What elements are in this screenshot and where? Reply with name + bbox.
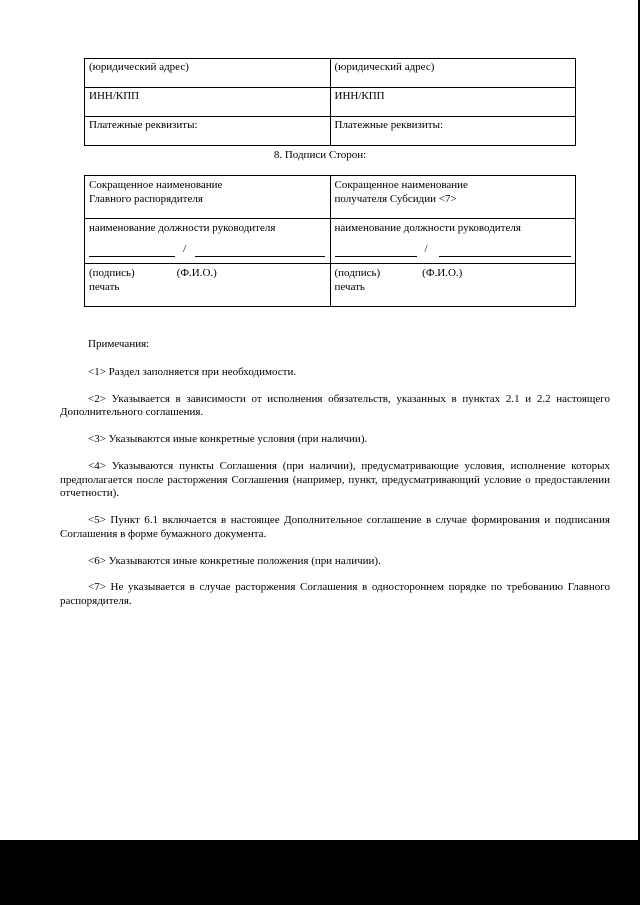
table-row xyxy=(85,219,576,264)
right-short-name-line1: Сокращенное наименование xyxy=(334,179,468,191)
note-6: <6> Указываются иные конкретные положения (при наличии). xyxy=(88,554,381,567)
left-short-name-cell xyxy=(85,176,331,219)
table-row xyxy=(85,264,576,307)
left-payment-details: Платежные реквизиты: xyxy=(85,117,331,146)
left-short-name-line2: Главного распорядителя xyxy=(89,192,203,205)
requisites-table xyxy=(84,58,576,146)
left-fio-line xyxy=(195,256,325,257)
right-fio-line xyxy=(439,256,571,257)
right-payment-details: Платежные реквизиты: xyxy=(330,117,576,146)
left-position-label: наименование должности руководителя xyxy=(89,222,276,234)
right-sign-cell xyxy=(330,264,576,307)
scan-bottom-bar xyxy=(0,840,640,905)
right-slash: / xyxy=(424,243,428,256)
note-2: <2> Указывается в зависимости от исполнения обязательств, указанных в пунктах 2.1 и 2.2 настоящего Дополнительного соглашения. xyxy=(60,392,610,419)
table-row xyxy=(85,59,576,88)
right-position-cell xyxy=(330,219,576,264)
signatures-heading: 8. Подписи Сторон: xyxy=(273,149,367,161)
table-row xyxy=(85,88,576,117)
right-short-name-cell xyxy=(330,176,576,219)
right-signature-line xyxy=(335,256,417,257)
left-slash: / xyxy=(183,243,187,256)
right-inn-kpp: ИНН/КПП xyxy=(330,88,576,117)
table-row xyxy=(85,176,576,219)
table-row xyxy=(85,117,576,146)
note-7: <7> Не указывается в случае расторжения Соглашения в одностороннем порядке по требованию Главного распорядителя. xyxy=(60,581,610,607)
right-sign-label: (подпись) xyxy=(334,267,381,279)
right-sign-labels xyxy=(335,267,572,281)
left-inn-kpp: ИНН/КПП xyxy=(85,88,331,117)
right-legal-address: (юридический адрес) xyxy=(330,59,576,88)
note-1: <1> Раздел заполняется при необходимости. xyxy=(88,365,297,378)
right-fio-label: (Ф.И.О.) xyxy=(422,267,463,279)
left-fio-label: (Ф.И.О.) xyxy=(176,267,217,279)
right-short-name-line2: получателя Субсидии <7> xyxy=(334,192,457,205)
right-position-label: наименование должности руководителя xyxy=(334,222,521,234)
left-sign-label: (подпись) xyxy=(89,267,135,279)
left-stamp-label: печать xyxy=(89,280,120,293)
notes-heading: Примечания: xyxy=(88,338,150,350)
left-signature-line xyxy=(89,256,175,257)
signatures-table xyxy=(84,175,576,307)
note-5: <5> Пункт 6.1 включается в настоящее Дополнительное соглашение в случае формирования и подписания Соглашения в форме бумажного документа. xyxy=(60,514,610,540)
left-position-cell xyxy=(85,219,331,264)
right-stamp-label: печать xyxy=(334,280,365,293)
left-short-name-line1: Сокращенное наименование xyxy=(89,179,223,191)
note-4: <4> Указываются пункты Соглашения (при наличии), предусматривающие условия, исполнение которых предполагается после расторжения Соглашения (например, пункт, предусматривающий условие о предоставлении отчетности). xyxy=(60,459,610,500)
notes-section xyxy=(60,338,610,622)
note-3: <3> Указываются иные конкретные условия (при наличии). xyxy=(88,433,368,445)
left-sign-cell xyxy=(85,264,331,307)
left-legal-address: (юридический адрес) xyxy=(85,59,331,88)
left-sign-labels xyxy=(89,267,326,281)
